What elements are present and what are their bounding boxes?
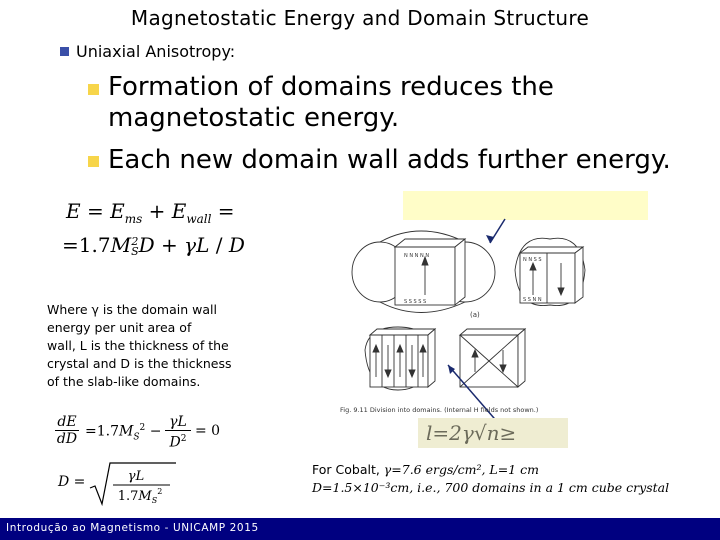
energy-equation-line2: =1.7M2 SD + γL / D (62, 233, 245, 258)
cobalt-prefix: For Cobalt, (312, 462, 384, 477)
footer-text: Introdução ao Magnetismo - UNICAMP 2015 (6, 522, 259, 534)
where-line: Where γ is the domain wall (47, 302, 217, 317)
cobalt-values: γ=7.6 ergs/cm², L=1 cm (383, 462, 539, 477)
bullet-square-icon (88, 156, 99, 167)
bullet-square-icon (60, 47, 69, 56)
closure-domain-block (460, 329, 525, 387)
domain-width-equation: D = γL $1.7M_S^2$ (58, 460, 178, 506)
figure-label-a: (a) (470, 311, 480, 319)
where-line: wall, L is the thickness of the (47, 338, 229, 353)
bullet-square-icon (88, 84, 99, 95)
wall-energy-formula-image (418, 418, 568, 448)
svg-text:S S S S S: S S S S S (404, 299, 427, 305)
cobalt-result: D=1.5×10⁻³cm, i.e., 700 domains in a 1 cm cube crystal (312, 480, 670, 495)
svg-text:γL: γL (127, 469, 145, 484)
energy-equation (62, 197, 272, 269)
svg-text:S S N N: S S N N (523, 297, 542, 303)
where-line: crystal and D is the thickness (47, 356, 232, 371)
multi-domain-block (365, 327, 435, 390)
bullet-1 (108, 72, 628, 134)
energy-equation-line1: $E = E_{ms} + E_{wall}$ = (66, 199, 235, 226)
footer-bar (0, 518, 720, 540)
subtitle: Uniaxial Anisotropy: (76, 42, 236, 61)
derivative-equation: dE dD $=1.7M_S^2$ − γL $D^2$ = 0 (56, 414, 221, 451)
where-line: energy per unit area of (47, 320, 192, 335)
svg-text:l=2γ√n≥: l=2γ√n≥ (426, 421, 517, 445)
single-domain-block (352, 231, 495, 313)
bullet-2: Each new domain wall adds further energy. (108, 145, 671, 175)
domain-figure (320, 215, 650, 420)
where-line: of the slab-like domains. (47, 374, 201, 389)
svg-text:1.7MS2: $1.7M_S^2$ (117, 487, 163, 505)
cobalt-example (312, 461, 669, 497)
where-explanation (47, 301, 247, 391)
figure-caption: Fig. 9.11 Division into domains. (Internal H fields not shown.) (340, 406, 539, 414)
bullet-1-line1: Formation of domains reduces the (108, 72, 554, 102)
svg-text:N N N N N: N N N N N (404, 253, 430, 259)
bullet-1-line2: magnetostatic energy. (108, 103, 400, 133)
two-domain-block (515, 238, 585, 305)
slide-title: Magnetostatic Energy and Domain Structure (130, 6, 590, 30)
sqrt-symbol (88, 460, 178, 506)
svg-text:N N S S: N N S S (523, 257, 542, 263)
